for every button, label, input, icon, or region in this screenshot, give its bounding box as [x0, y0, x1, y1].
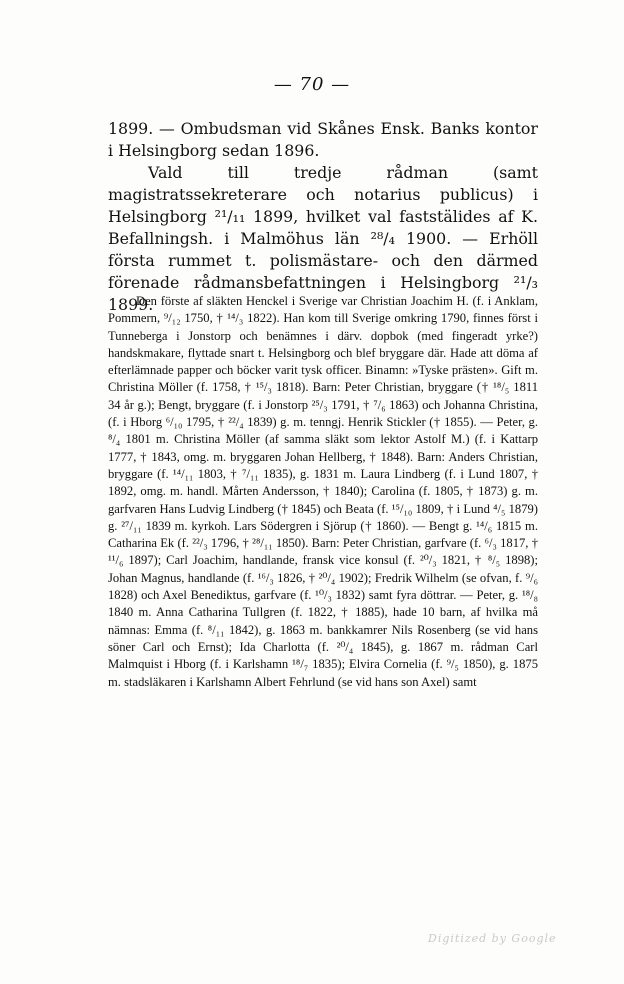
- biography-section: [108, 118, 538, 316]
- biography-paragraph: Vald till tredje rådman (samt magistratssekreterare och notarius publicus) i Helsingborg ²¹/₁₁ 1899, hvilket val faststälides af K. Befallningsh. i Malmöhus län ²⁸/₄ 1900. — Erhöll första rummet t. polismästare- och den därmed förenade rådmansbefattningen i Helsingborg ²¹/₃ 1899.: [108, 163, 538, 314]
- genealogy-paragraph: Den förste af släkten Henckel i Sverige var Christian Joachim H. (f. i Anklam, Pommern, ⁹/₁₂ 1750, † ¹⁴/₃ 1822). Han kom till Sverige omkring 1790, finnes först i Tunneberga i Jonstorp och benämnes i därv. dopbok (med fingeradt yrke?) handskmakare, flyttade snart t. Helsingborg och blef bryggare där. Hade att döma af efterlämnade papper och böcker varit tysk officer. Binamn: »Tyske prästen». Gift m. Christina Möller (f. 1758, † ¹⁵/₃ 1818). Barn: Peter Christian, bryggare († ¹⁸/₅ 1811 34 år g.); Bengt, bryggare (f. i Jonstorp ²⁵/₃ 1791, † ⁷/₆ 1863) och Johanna Christina, (f. i Hborg ⁶/₁₀ 1795, † ²²/₄ 1839) g. m. tenngj. Henrik Stickler († 1855). — Peter, g. ⁸/₄ 1801 m. Christina Möller (af samma släkt som lektor Astolf M.) (f. i Kattarp 1777, † 1843, omg. m. bryggaren Johan Hellberg, † 1848). Barn: Anders Christian, bryggare (f. ¹⁴/₁₁ 1803, † ⁷/₁₁ 1835), g. 1831 m. Laura Lindberg (f. i Lund 1807, † 1892, omg. m. handl. Mårten Andersson, † 1840); Carolina (f. 1805, † 1873) g. m. garfvaren Hans Ludvig Lindberg († 1845) och Beata (f. ¹⁵/₁₀ 1809, † i Lund ⁴/₅ 1879) g. ²⁷/₁₁ 1839 m. kyrkoh. Lars Södergren i Sjörup († 1860). — Bengt g. ¹⁴/₆ 1815 m. Catharina Ek (f. ²²/₃ 1796, † ²⁸/₁₁ 1850). Barn: Peter Christian, garfvare (f. ⁶/₃ 1817, † ¹¹/₆ 1897); Carl Joachim, handlande, fransk vice konsul (f. ²⁰/₃ 1821, † ⁸/₅ 1898); Johan Magnus, handlande (f. ¹⁶/₃ 1826, † ²⁰/₄ 1902); Fredrik Wilhelm (se ofvan, f. ⁹/₆ 1828) och Axel Benediktus, garfvare (f. ¹⁰/₃ 1832) samt fyra döttrar. — Peter, g. ¹⁸/₈ 1840 m. Anna Catharina Tullgren (f. 1822, † 1885), hade 10 barn, af hvilka må nämnas: Emma (f. ⁸/₁₁ 1842), g. 1863 m. bankkamrer Nils Rosenberg (se vid hans söner Carl och Ernst); Ida Charlotta (f. ²⁰/₄ 1845), g. 1867 m. rådman Carl Malmquist i Hborg (f. i Karlshamn ¹⁸/₇ 1835); Elvira Cornelia (f. ⁹/₅ 1850), g. 1875 m. stadsläkaren i Karlshamn Albert Fehrlund (se vid hans son Axel) samt: [108, 294, 538, 689]
- page-number: — 70 —: [273, 74, 351, 95]
- biography-paragraph: 1899. — Ombudsman vid Skånes Ensk. Banks kontor i Helsingborg sedan 1896.: [108, 119, 538, 160]
- genealogy-section: [108, 293, 538, 691]
- scan-watermark: Digitized by Google: [428, 932, 557, 945]
